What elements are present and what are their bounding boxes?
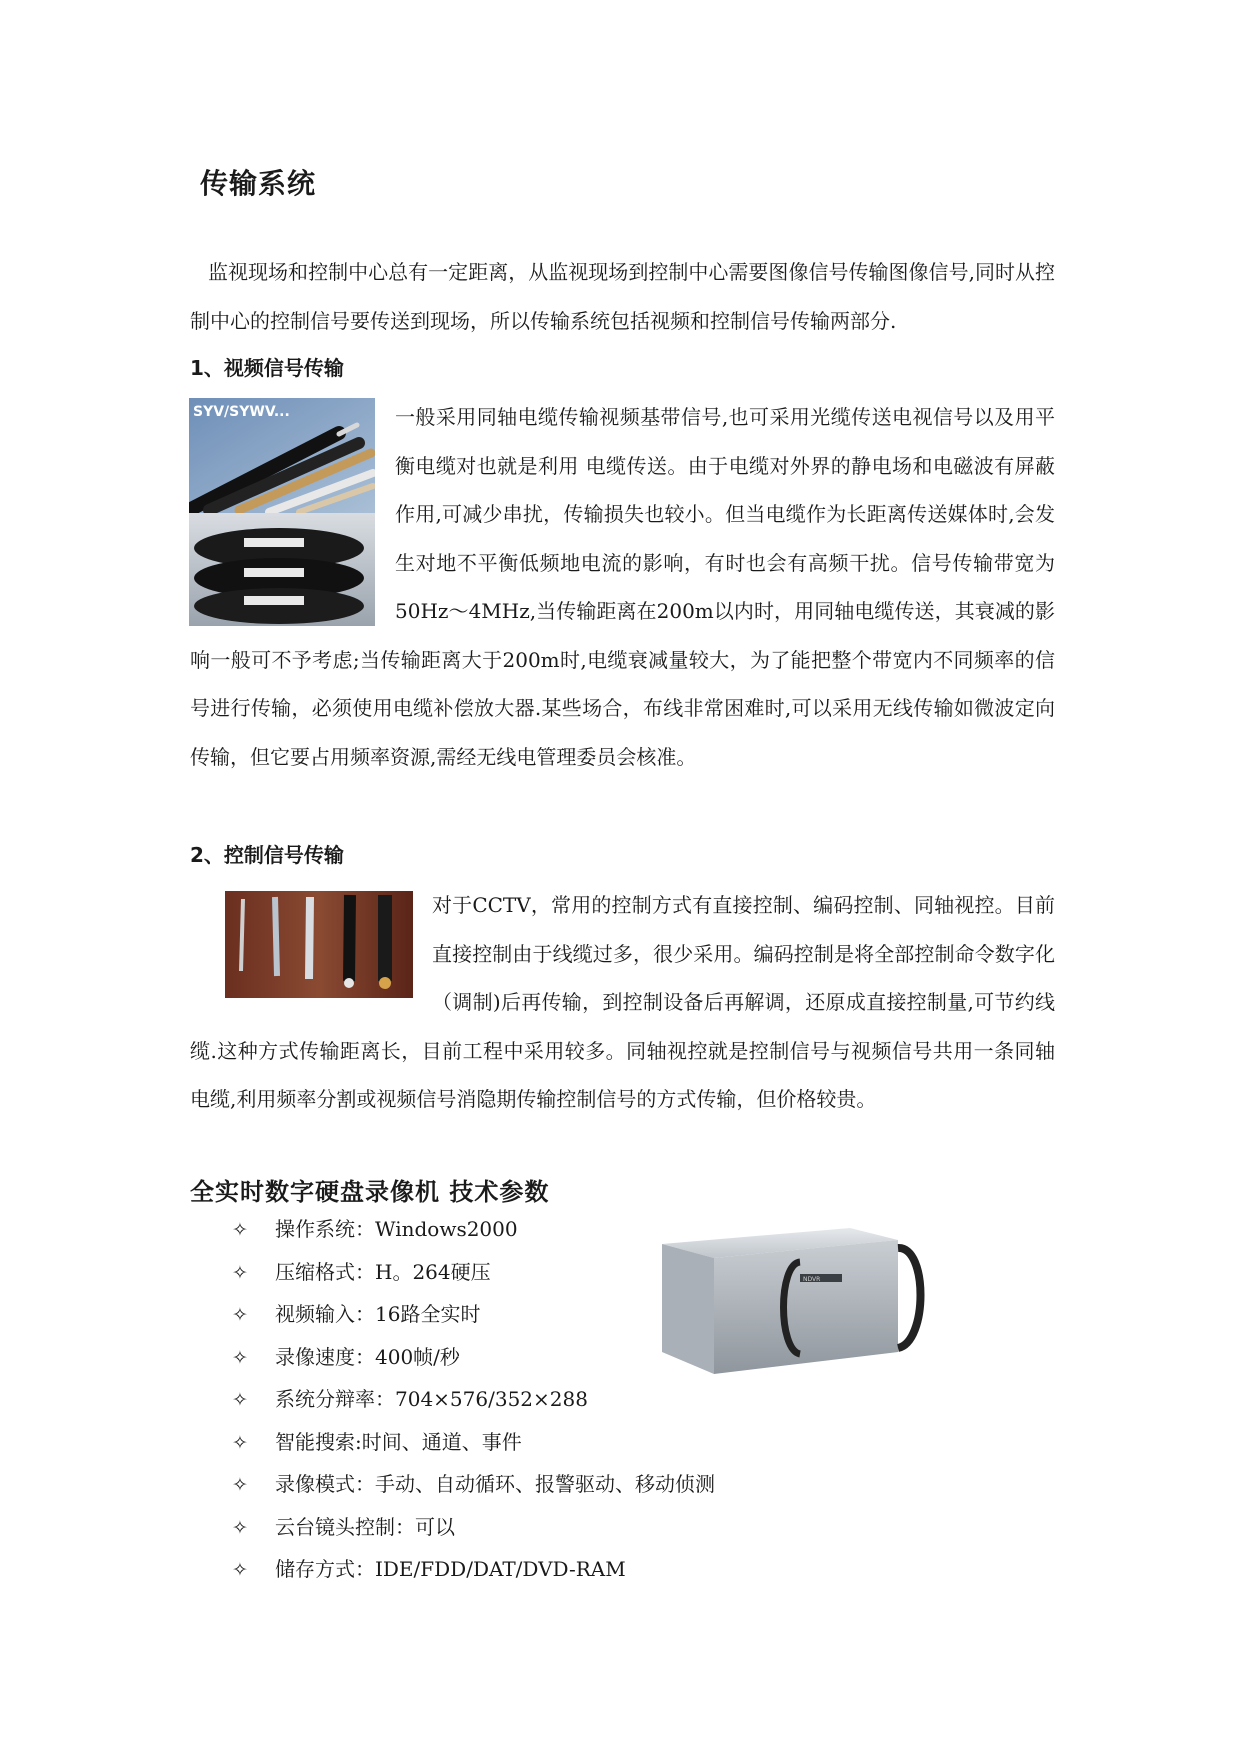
image-spacer [190, 881, 432, 1026]
intro-paragraph: 监视现场和控制中心总有一定距离，从监视现场到控制中心需要图像信号传输图像信号,同时从控制中心的控制信号要传送到现场，所以传输系统包括视频和控制信号传输两部分. [190, 260, 1055, 333]
image-spacer [190, 393, 395, 633]
list-item: ✧ 操作系统：Windows2000 [232, 1208, 715, 1251]
control-transmission-paragraph [190, 881, 1055, 1124]
list-item: ✧ 储存方式：IDE/FDD/DAT/DVD-RAM [232, 1548, 715, 1591]
control-transmission-text: 对于CCTV，常用的控制方式有直接控制、编码控制、同轴视控。目前直接控制由于线缆过多，很少采用。编码控制是将全部控制命令数字化（调制)后再传输，到控制设备后再解调，还原成直接控制量,可节约线缆.这种方式传输距离长，目前工程中采用较多。同轴视控就是控制信号与视频信号共用一条同轴电缆,利用频率分割或视频信号消隐期传输控制信号的方式传输，但价格较贵。 [190, 893, 1055, 1111]
section-heading-control: 2、控制信号传输 [190, 843, 344, 867]
list-item: ✧ 视频输入：16路全实时 [232, 1293, 715, 1336]
list-item: ✧ 录像速度：400帧/秒 [232, 1336, 715, 1379]
diamond-bullet-icon: ✧ [232, 1346, 248, 1369]
diamond-bullet-icon: ✧ [232, 1261, 248, 1284]
diamond-bullet-icon: ✧ [232, 1219, 248, 1241]
device-panel-label: NDVR [803, 1276, 821, 1283]
video-transmission-paragraph [190, 393, 1055, 781]
diamond-bullet-icon: ✧ [232, 1559, 248, 1581]
list-item: ✧ 系统分辩率：704×576/352×288 [232, 1378, 715, 1421]
dvr-device-illustration [660, 1222, 942, 1382]
list-item: ✧ 压缩格式：H。264硬压 [232, 1251, 715, 1294]
diamond-bullet-icon: ✧ [232, 1516, 248, 1539]
section-heading-video: 1、视频信号传输 [190, 356, 344, 380]
cable-image-label: SYV/SYWV... [193, 404, 290, 420]
list-item: ✧ 云台镜头控制：可以 [232, 1506, 715, 1549]
video-transmission-text: 一般采用同轴电缆传输视频基带信号,也可采用光缆传送电视信号以及用平衡电缆对也就是利用 电缆传送。由于电缆对外界的静电场和电磁波有屏蔽作用,可减少串扰，传输损失也较小。但当电缆作为长距离传送媒体时,会发生对地不平衡低频地电流的影响，有时也会有高频干扰。信号传输带宽为50Hz～4MHz,当传输距离在200m以内时，用同轴电缆传送，其衰减的影响一般可不予考虑;当传输距离大于200m时,电缆衰减量较大，为了能把整个带宽内不同频率的信号进行传输，必须使用电缆补偿放大器.某些场合，布线非常困难时,可以采用无线传输如微波定向传输，但它要占用频率资源,需经无线电管理委员会核准。 [190, 405, 1055, 769]
dvr-device-image [660, 1222, 942, 1382]
diamond-bullet-icon: ✧ [232, 1431, 248, 1454]
list-item: ✧ 智能搜索:时间、通道、事件 [232, 1421, 715, 1464]
list-item: ✧ 录像模式：手动、自动循环、报警驱动、移动侦测 [232, 1463, 715, 1506]
dvr-spec-list [232, 1208, 715, 1591]
dvr-spec-heading: 全实时数字硬盘录像机 技术参数 [190, 1178, 550, 1206]
diamond-bullet-icon: ✧ [232, 1304, 248, 1326]
diamond-bullet-icon: ✧ [232, 1474, 248, 1496]
diamond-bullet-icon: ✧ [232, 1389, 248, 1411]
page-title: 传输系统 [200, 167, 317, 200]
